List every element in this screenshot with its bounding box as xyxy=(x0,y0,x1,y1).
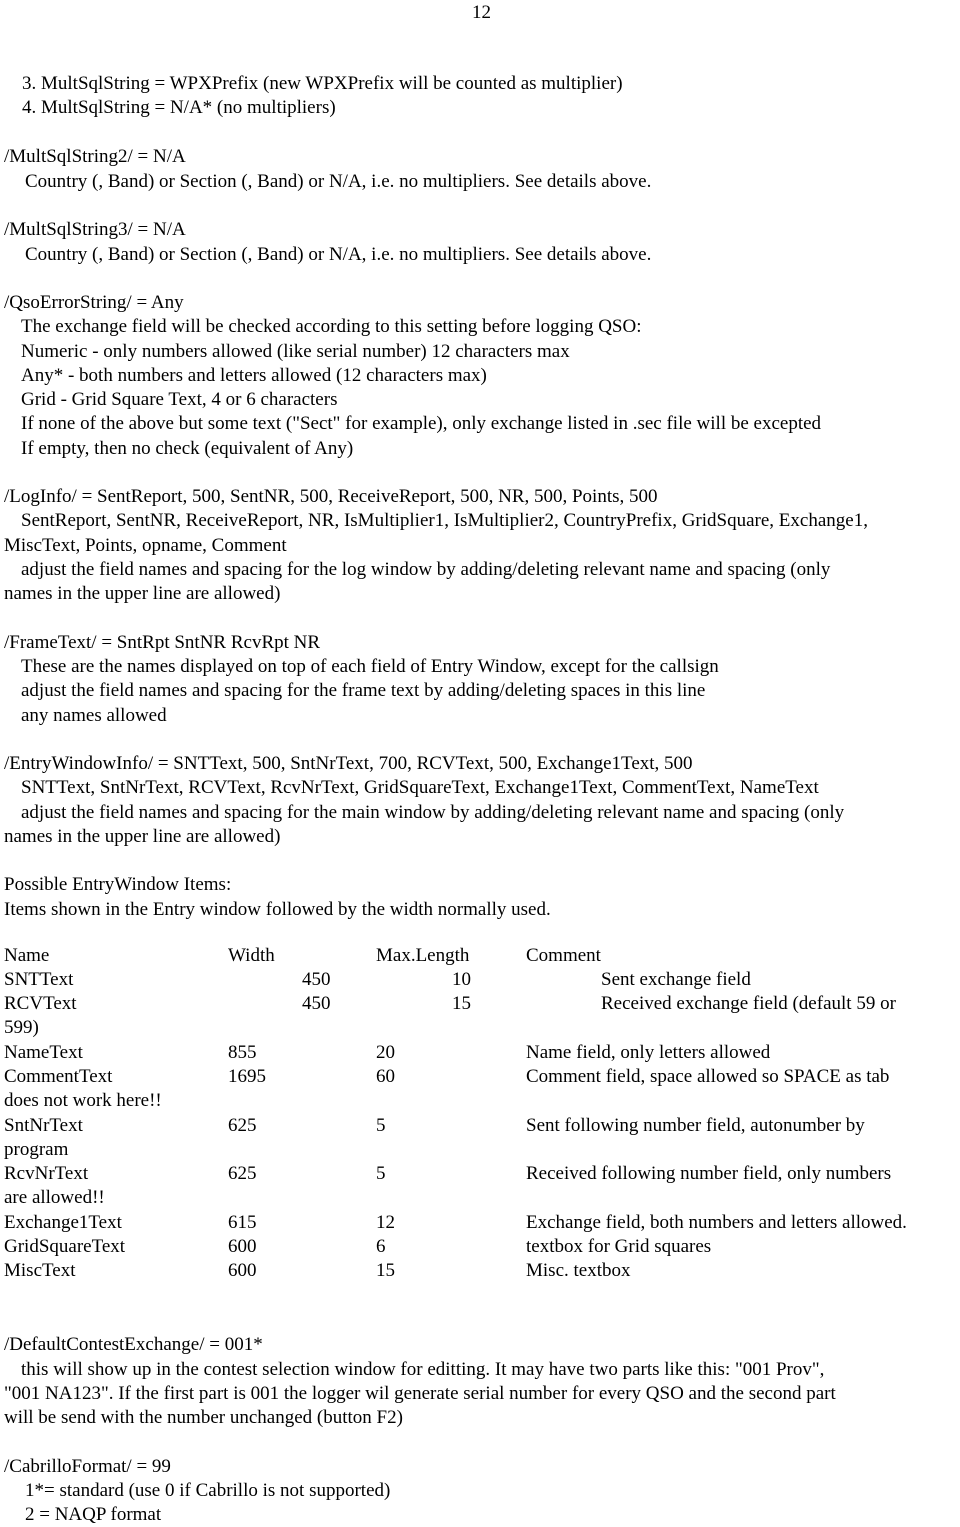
table-cell-comment: Received exchange field (default 59 or xyxy=(601,993,896,1014)
text-line: /EntryWindowInfo/ = SNTText, 500, SntNrText, 700, RCVText, 500, Exchange1Text, 500 xyxy=(4,753,693,774)
text-line: /MultSqlString3/ = N/A xyxy=(4,219,186,240)
table-cell-width: 1695 xyxy=(228,1066,266,1087)
text-line: names in the upper line are allowed) xyxy=(4,583,281,604)
text-line: adjust the field names and spacing for the log window by adding/deleting relevant name and spacing (only xyxy=(21,559,831,580)
text-line: SNTText, SntNrText, RCVText, RcvNrText, GridSquareText, Exchange1Text, CommentText, NameText xyxy=(21,777,819,798)
table-cell-max-length: 5 xyxy=(376,1163,386,1184)
text-line: Numeric - only numbers allowed (like serial number) 12 characters max xyxy=(21,341,570,362)
table-cell-width: 855 xyxy=(228,1042,257,1063)
text-line: Possible EntryWindow Items: xyxy=(4,874,232,895)
text-line: /QsoErrorString/ = Any xyxy=(4,292,184,313)
text-line: will be send with the number unchanged (button F2) xyxy=(4,1407,403,1428)
table-cell-comment-continued: are allowed!! xyxy=(4,1187,105,1208)
table-header-width: Width xyxy=(228,945,275,966)
text-line: 4. MultSqlString = N/A* (no multipliers) xyxy=(22,97,336,118)
page-number: 12 xyxy=(472,2,491,23)
text-line: MiscText, Points, opname, Comment xyxy=(4,535,287,556)
text-line: /MultSqlString2/ = N/A xyxy=(4,146,186,167)
table-cell-comment: textbox for Grid squares xyxy=(526,1236,712,1257)
text-line: any names allowed xyxy=(21,705,167,726)
text-line: "001 NA123". If the first part is 001 the logger wil generate serial number for every QSO and the second part xyxy=(4,1383,836,1404)
table-cell-name: MiscText xyxy=(4,1260,76,1281)
text-line: 2 = NAQP format xyxy=(25,1504,162,1525)
table-cell-max-length: 12 xyxy=(376,1212,395,1233)
table-cell-width: 450 xyxy=(302,969,331,990)
text-line: this will show up in the contest selection window for editting. It may have two parts like this: "001 Prov", xyxy=(21,1359,825,1380)
table-cell-name: GridSquareText xyxy=(4,1236,126,1257)
text-line: If none of the above but some text ("Sect" for example), only exchange listed in .sec file will be excepted xyxy=(21,413,822,434)
table-header-max-length: Max.Length xyxy=(376,945,470,966)
table-cell-comment: Misc. textbox xyxy=(526,1260,631,1281)
table-cell-comment: Sent following number field, autonumber by xyxy=(526,1115,865,1136)
text-line: Grid - Grid Square Text, 4 or 6 characters xyxy=(21,389,338,410)
table-cell-max-length: 10 xyxy=(452,969,471,990)
text-line: /DefaultContestExchange/ = 001* xyxy=(4,1334,263,1355)
text-line: adjust the field names and spacing for the main window by adding/deleting relevant name and spacing (only xyxy=(21,802,845,823)
text-line: The exchange field will be checked according to this setting before logging QSO: xyxy=(21,316,642,337)
table-cell-name: SNTText xyxy=(4,969,74,990)
table-cell-max-length: 15 xyxy=(376,1260,395,1281)
text-line: adjust the field names and spacing for the frame text by adding/deleting spaces in this line xyxy=(21,680,706,701)
table-cell-width: 615 xyxy=(228,1212,257,1233)
table-cell-comment: Received following number field, only numbers xyxy=(526,1163,892,1184)
text-line: names in the upper line are allowed) xyxy=(4,826,281,847)
table-header-comment: Comment xyxy=(526,945,601,966)
table-cell-comment-continued: program xyxy=(4,1139,69,1160)
text-line: Items shown in the Entry window followed by the width normally used. xyxy=(4,899,551,920)
text-line: These are the names displayed on top of each field of Entry Window, except for the callsign xyxy=(21,656,719,677)
text-line: /FrameText/ = SntRpt SntNR RcvRpt NR xyxy=(4,632,321,653)
table-cell-name: SntNrText xyxy=(4,1115,83,1136)
table-cell-comment: Exchange field, both numbers and letters allowed. xyxy=(526,1212,907,1233)
text-line: 1*= standard (use 0 if Cabrillo is not supported) xyxy=(25,1480,391,1501)
table-cell-max-length: 5 xyxy=(376,1115,386,1136)
table-cell-name: RCVText xyxy=(4,993,77,1014)
table-cell-name: NameText xyxy=(4,1042,83,1063)
table-cell-comment-continued: 599) xyxy=(4,1017,39,1038)
table-cell-width: 625 xyxy=(228,1163,257,1184)
text-line: Any* - both numbers and letters allowed (12 characters max) xyxy=(21,365,487,386)
table-cell-width: 600 xyxy=(228,1236,257,1257)
table-cell-width: 600 xyxy=(228,1260,257,1281)
table-cell-name: RcvNrText xyxy=(4,1163,89,1184)
table-cell-max-length: 60 xyxy=(376,1066,395,1087)
text-line: /LogInfo/ = SentReport, 500, SentNR, 500, ReceiveReport, 500, NR, 500, Points, 500 xyxy=(4,486,658,507)
table-cell-name: Exchange1Text xyxy=(4,1212,122,1233)
text-line: Country (, Band) or Section (, Band) or N/A, i.e. no multipliers. See details above. xyxy=(25,244,652,265)
table-cell-width: 450 xyxy=(302,993,331,1014)
table-cell-comment: Sent exchange field xyxy=(601,969,751,990)
text-line: /CabrilloFormat/ = 99 xyxy=(4,1456,171,1477)
table-cell-comment: Comment field, space allowed so SPACE as tab xyxy=(526,1066,890,1087)
table-cell-width: 625 xyxy=(228,1115,257,1136)
table-cell-max-length: 15 xyxy=(452,993,471,1014)
table-cell-max-length: 20 xyxy=(376,1042,395,1063)
table-cell-name: CommentText xyxy=(4,1066,113,1087)
table-cell-max-length: 6 xyxy=(376,1236,386,1257)
text-line: SentReport, SentNR, ReceiveReport, NR, IsMultiplier1, IsMultiplier2, CountryPrefix, GridSquare, Exchange1, xyxy=(21,510,868,531)
text-line: 3. MultSqlString = WPXPrefix (new WPXPrefix will be counted as multiplier) xyxy=(22,73,623,94)
table-header-name: Name xyxy=(4,945,50,966)
table-cell-comment: Name field, only letters allowed xyxy=(526,1042,771,1063)
table-cell-comment-continued: does not work here!! xyxy=(4,1090,162,1111)
text-line: If empty, then no check (equivalent of Any) xyxy=(21,438,354,459)
text-line: Country (, Band) or Section (, Band) or N/A, i.e. no multipliers. See details above. xyxy=(25,171,652,192)
